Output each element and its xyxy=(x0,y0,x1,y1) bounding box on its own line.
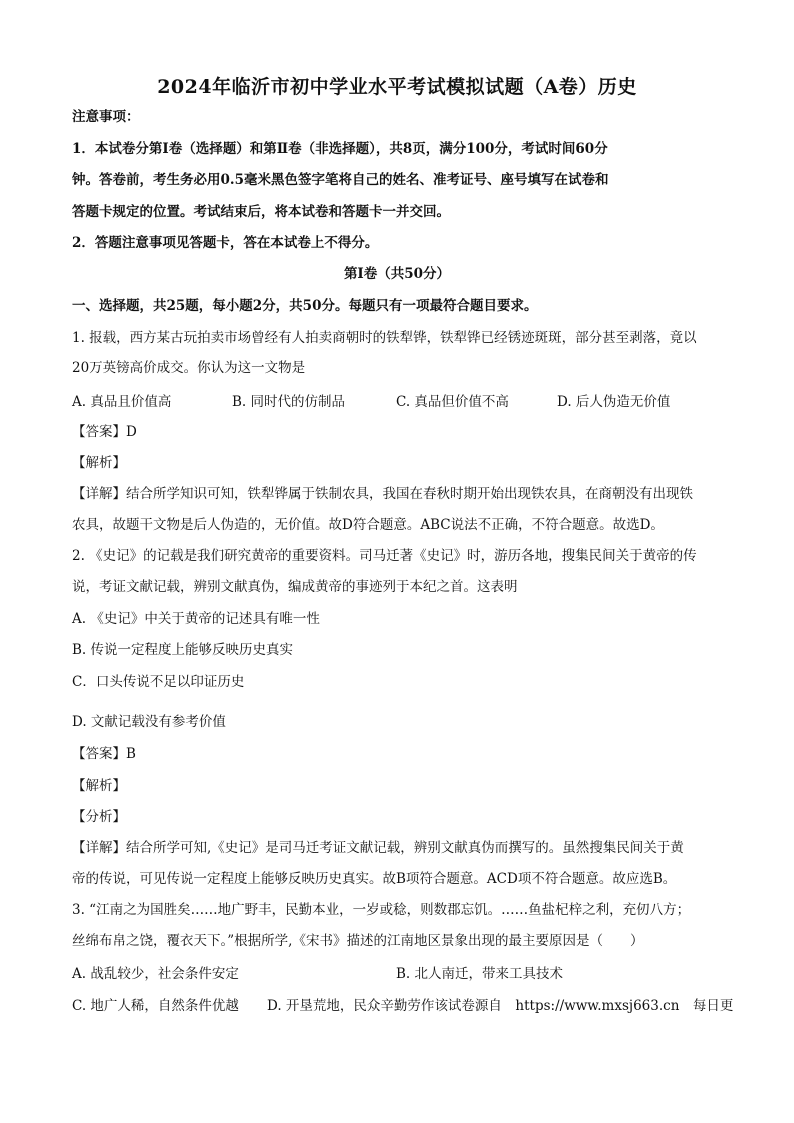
q1-detail-line-1: 【详解】结合所学知识可知，铁犁铧属于铁制农具，我国在春秋时期开始出现铁农具，在商朝没有出现铁 xyxy=(72,486,693,502)
q2-option-b: B. 传说一定程度上能够反映历史真实 xyxy=(72,642,294,658)
q1-answer: 【答案】D xyxy=(72,424,137,440)
q1-option-a: A. 真品且价值高 xyxy=(72,394,172,410)
source-footer: 该试卷源自 https://www.mxsj663.cn 每日更 xyxy=(434,998,734,1014)
q2-option-d: D. 文献记载没有参考价值 xyxy=(72,714,226,730)
q1-option-c: C. 真品但价值不高 xyxy=(396,394,509,410)
page-title: 2024年临沂市初中学业水平考试模拟试题（A卷）历史 xyxy=(157,76,637,98)
q1-analysis: 【解析】 xyxy=(72,455,126,471)
q3-option-b: B. 北人南迁，带来工具技术 xyxy=(396,966,564,982)
q1-stem-line-2: 20万英镑高价成交。你认为这一文物是 xyxy=(72,360,306,376)
q2-detail-line-2: 帝的传说，可见传说一定程度上能够反映历史真实。故B项符合题意。ACD项不符合题意。故应选B。 xyxy=(72,871,677,887)
q2-fenxi: 【分析】 xyxy=(72,809,126,825)
q1-detail-line-2: 农具，故题干文物是后人伪造的，无价值。故D符合题意。ABC说法不正确，不符合题意。故选D。 xyxy=(72,517,664,533)
q3-stem-line-1: 3. “江南之为国胜矣……地广野丰，民勤本业，一岁或稔，则数郡忘饥。……鱼盐杞梓之利，充仞八方； xyxy=(72,902,691,918)
q2-option-a: A. 《史记》中关于黄帝的记述具有唯一性 xyxy=(72,611,320,627)
q3-option-a: A. 战乱较少，社会条件安定 xyxy=(72,966,239,982)
section-title: 第Ⅰ卷（共50分） xyxy=(343,266,451,282)
q1-stem-line-1: 1. 报载，西方某古玩拍卖市场曾经有人拍卖商朝时的铁犁铧，铁犁铧已经锈迹斑斑，部分甚至剥落，竟以 xyxy=(72,330,697,346)
q2-detail-line-1: 【详解】结合所学可知,《史记》是司马迁考证文献记载，辨别文献真伪而撰写的。虽然搜集民间关于黄 xyxy=(72,840,684,856)
notice-item-1-line-1: 1．本试卷分第Ⅰ卷（选择题）和第Ⅱ卷（非选择题），共8页，满分100分，考试时间60分 xyxy=(72,141,608,157)
q3-option-d-with-source xyxy=(267,994,733,1014)
q3-stem-line-2: 丝绵布帛之饶，覆衣天下。”根据所学,《宋书》描述的江南地区景象出现的最主要原因是（ ） xyxy=(72,933,644,949)
q2-option-c: C．口头传说不足以印证历史 xyxy=(72,674,245,690)
notice-item-1-line-2: 钟。答卷前，考生务必用0.5毫米黑色签字笔将自己的姓名、准考证号、座号填写在试卷和 xyxy=(72,172,609,188)
q2-answer: 【答案】B xyxy=(72,746,136,762)
notice-item-1-line-3: 答题卡规定的位置。考试结束后，将本试卷和答题卡一并交回。 xyxy=(72,204,450,220)
q3-option-d: D. 开垦荒地，民众辛勤劳作 xyxy=(267,998,435,1014)
q2-stem-line-1: 2. 《史记》的记载是我们研究黄帝的重要资料。司马迁著《史记》时，游历各地，搜集民间关于黄帝的传 xyxy=(72,548,697,564)
q1-option-b: B. 同时代的仿制品 xyxy=(232,394,346,410)
section-instruction: 一、选择题，共25题，每小题2分，共50分。每题只有一项最符合题目要求。 xyxy=(72,298,538,314)
notice-heading: 注意事项： xyxy=(72,109,140,125)
q2-analysis: 【解析】 xyxy=(72,778,126,794)
notice-item-2: 2．答题注意事项见答题卡，答在本试卷上不得分。 xyxy=(72,235,379,251)
q1-option-d: D. 后人伪造无价值 xyxy=(557,394,671,410)
q3-option-c: C. 地广人稀，自然条件优越 xyxy=(72,998,239,1014)
q2-stem-line-2: 说，考证文献记载，辨别文献真伪，编成黄帝的事迹列于本纪之首。这表明 xyxy=(72,579,518,595)
